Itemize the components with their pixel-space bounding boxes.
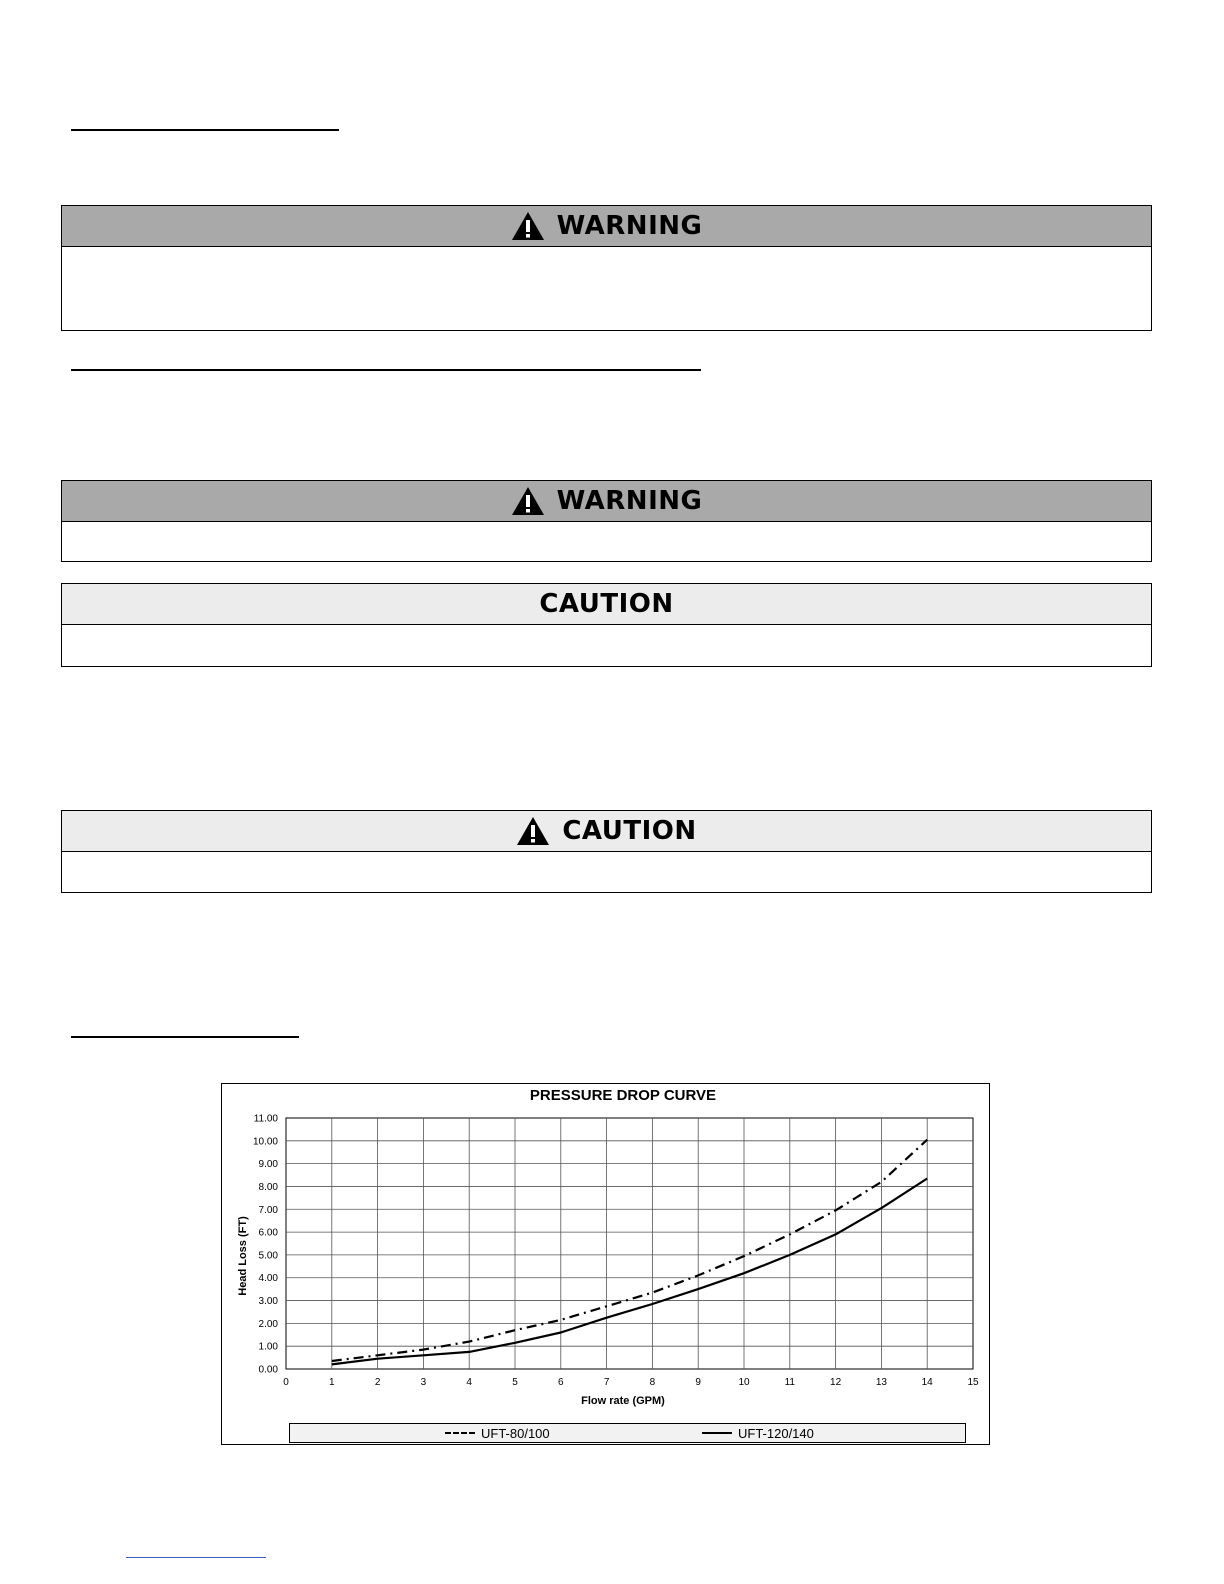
x-tick-label: 13 xyxy=(875,1377,887,1388)
y-tick-label: 3.00 xyxy=(258,1296,278,1308)
chart-title: PRESSURE DROP CURVE xyxy=(529,1087,717,1104)
x-tick-label: 10 xyxy=(738,1377,750,1388)
x-tick-label: 5 xyxy=(512,1377,518,1388)
y-tick-label: 0.00 xyxy=(258,1364,278,1376)
warning-body xyxy=(62,522,1151,562)
pressure-drop-chart xyxy=(221,1083,990,1445)
x-tick-label: 3 xyxy=(420,1377,427,1388)
y-tick-label: 8.00 xyxy=(258,1181,278,1193)
x-axis-label: Flow rate (GPM) xyxy=(581,1395,665,1407)
y-axis-label: Head Loss (FT) xyxy=(237,1216,249,1296)
x-tick-label: 14 xyxy=(921,1377,933,1388)
y-tick-label: 7.00 xyxy=(258,1204,278,1216)
footer-link-underline[interactable] xyxy=(126,1557,266,1558)
x-tick-label: 12 xyxy=(830,1377,842,1388)
legend-label: UFT-120/140 xyxy=(738,1425,814,1441)
y-tick-label: 9.00 xyxy=(258,1159,278,1171)
caution-body xyxy=(62,625,1151,667)
legend-item-uft-120-140 xyxy=(702,1424,814,1442)
x-tick-label: 1 xyxy=(329,1377,335,1388)
legend-swatch-solid xyxy=(702,1432,732,1434)
caution-box xyxy=(61,583,1152,667)
caution-label: CAUTION xyxy=(539,589,674,619)
y-tick-label: 11.00 xyxy=(253,1113,278,1125)
caution-label: CAUTION xyxy=(562,816,697,846)
section-heading-rule-1 xyxy=(71,129,339,131)
chart-grid xyxy=(286,1118,973,1369)
warning-label: WARNING xyxy=(556,211,703,241)
caution-box xyxy=(61,810,1152,893)
y-tick-label: 4.00 xyxy=(258,1273,278,1285)
x-tick-label: 7 xyxy=(603,1377,610,1388)
x-tick-label: 4 xyxy=(466,1377,472,1388)
chart-canvas xyxy=(222,1084,989,1420)
section-heading-rule-3 xyxy=(71,1036,299,1038)
y-tick-label: 6.00 xyxy=(258,1227,278,1239)
warning-body xyxy=(62,247,1151,331)
x-tick-label: 8 xyxy=(649,1377,656,1388)
x-tick-label: 9 xyxy=(695,1377,701,1388)
warning-header xyxy=(62,206,1151,247)
x-tick-label: 2 xyxy=(374,1377,381,1388)
x-tick-label: 15 xyxy=(967,1377,979,1388)
legend-swatch-dash-dot xyxy=(445,1432,475,1434)
warning-triangle-icon xyxy=(511,486,545,516)
y-tick-label: 10.00 xyxy=(252,1136,278,1148)
legend-label: UFT-80/100 xyxy=(481,1425,550,1441)
chart-legend xyxy=(289,1423,966,1443)
x-tick-label: 6 xyxy=(558,1377,564,1388)
legend-item-uft-80-100 xyxy=(445,1424,550,1442)
warning-box xyxy=(61,205,1152,331)
caution-header xyxy=(62,811,1151,852)
y-tick-label: 5.00 xyxy=(258,1250,278,1262)
caution-header xyxy=(62,584,1151,625)
x-tick-label: 11 xyxy=(784,1377,795,1388)
caution-body xyxy=(62,852,1151,893)
section-heading-rule-2 xyxy=(71,369,701,371)
warning-triangle-icon xyxy=(516,816,550,846)
plot-area xyxy=(286,1118,973,1369)
y-tick-label: 1.00 xyxy=(258,1341,278,1353)
warning-triangle-icon xyxy=(511,211,545,241)
x-tick-label: 0 xyxy=(283,1377,289,1388)
warning-header xyxy=(62,481,1151,522)
warning-box xyxy=(61,480,1152,562)
warning-label: WARNING xyxy=(556,486,703,516)
y-tick-label: 2.00 xyxy=(258,1318,278,1330)
